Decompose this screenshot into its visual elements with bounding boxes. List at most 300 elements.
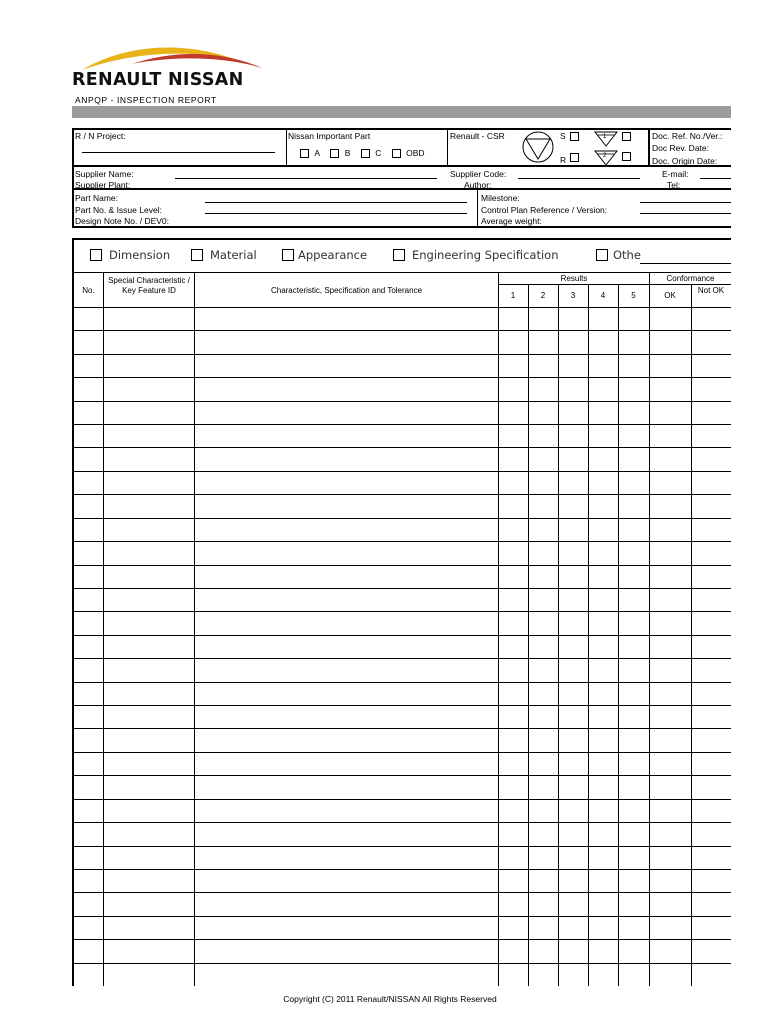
cell-conf-not-ok[interactable] (691, 705, 731, 728)
cell-result-2[interactable] (528, 307, 558, 330)
cell-result-3[interactable] (558, 775, 588, 798)
cell-no[interactable] (72, 939, 103, 962)
cell-result-2[interactable] (528, 939, 558, 962)
cell-conf-ok[interactable] (649, 752, 691, 775)
cell-conf-not-ok[interactable] (691, 541, 731, 564)
nissan-important-part-label: Nissan Important Part (288, 131, 371, 141)
cell-result-4[interactable] (588, 939, 618, 962)
engineering-spec-label: Engineering Specification (412, 248, 559, 262)
cell-result-1[interactable] (498, 588, 528, 611)
cell-result-2[interactable] (528, 728, 558, 751)
cell-result-5[interactable] (618, 424, 649, 447)
cell-result-3[interactable] (558, 682, 588, 705)
cell-conf-ok[interactable] (649, 682, 691, 705)
cell-result-1[interactable] (498, 658, 528, 681)
cell-no[interactable] (72, 752, 103, 775)
cell-result-5[interactable] (618, 635, 649, 658)
cell-result-1[interactable] (498, 705, 528, 728)
cell-special-id[interactable] (103, 728, 194, 751)
cell-result-5[interactable] (618, 541, 649, 564)
cell-result-2[interactable] (528, 354, 558, 377)
cell-no[interactable] (72, 447, 103, 470)
cell-no[interactable] (72, 892, 103, 915)
cell-result-1[interactable] (498, 307, 528, 330)
cell-characteristic[interactable] (194, 424, 498, 447)
cell-result-5[interactable] (618, 939, 649, 962)
cell-no[interactable] (72, 869, 103, 892)
cell-no[interactable] (72, 799, 103, 822)
cell-result-1[interactable] (498, 752, 528, 775)
cell-conf-not-ok[interactable] (691, 354, 731, 377)
cell-no[interactable] (72, 822, 103, 845)
cell-special-id[interactable] (103, 354, 194, 377)
cell-result-2[interactable] (528, 588, 558, 611)
cell-result-5[interactable] (618, 447, 649, 470)
cell-result-4[interactable] (588, 916, 618, 939)
cell-conf-not-ok[interactable] (691, 752, 731, 775)
cell-characteristic[interactable] (194, 775, 498, 798)
cell-result-2[interactable] (528, 518, 558, 541)
cell-conf-ok[interactable] (649, 939, 691, 962)
cell-special-id[interactable] (103, 705, 194, 728)
cell-result-5[interactable] (618, 822, 649, 845)
cell-special-id[interactable] (103, 611, 194, 634)
cell-characteristic[interactable] (194, 892, 498, 915)
cell-result-2[interactable] (528, 635, 558, 658)
tel-label: Tel: (667, 180, 681, 190)
cell-no[interactable] (72, 518, 103, 541)
cell-result-4[interactable] (588, 377, 618, 400)
cell-result-4[interactable] (588, 799, 618, 822)
cell-special-id[interactable] (103, 424, 194, 447)
table-row-divider (72, 401, 731, 402)
cell-result-2[interactable] (528, 565, 558, 588)
cell-conf-not-ok[interactable] (691, 424, 731, 447)
cell-result-2[interactable] (528, 963, 558, 986)
cell-conf-ok[interactable] (649, 846, 691, 869)
cell-result-2[interactable] (528, 658, 558, 681)
cell-result-1[interactable] (498, 963, 528, 986)
cell-result-1[interactable] (498, 728, 528, 751)
cell-result-1[interactable] (498, 541, 528, 564)
cell-result-4[interactable] (588, 705, 618, 728)
cell-special-id[interactable] (103, 330, 194, 353)
cell-no[interactable] (72, 307, 103, 330)
cell-conf-not-ok[interactable] (691, 799, 731, 822)
cell-result-2[interactable] (528, 799, 558, 822)
cell-conf-ok[interactable] (649, 892, 691, 915)
cell-conf-ok[interactable] (649, 330, 691, 353)
cell-result-5[interactable] (618, 377, 649, 400)
cell-special-id[interactable] (103, 939, 194, 962)
cell-result-3[interactable] (558, 401, 588, 424)
cell-result-4[interactable] (588, 565, 618, 588)
cell-result-3[interactable] (558, 752, 588, 775)
cell-conf-ok[interactable] (649, 963, 691, 986)
cell-no[interactable] (72, 635, 103, 658)
cell-result-4[interactable] (588, 447, 618, 470)
cell-conf-ok[interactable] (649, 658, 691, 681)
cell-characteristic[interactable] (194, 846, 498, 869)
cell-conf-ok[interactable] (649, 588, 691, 611)
cell-no[interactable] (72, 330, 103, 353)
cell-conf-ok[interactable] (649, 611, 691, 634)
cell-result-3[interactable] (558, 611, 588, 634)
cell-conf-ok[interactable] (649, 447, 691, 470)
cell-no[interactable] (72, 775, 103, 798)
cell-conf-not-ok[interactable] (691, 447, 731, 470)
cell-result-5[interactable] (618, 658, 649, 681)
cell-result-5[interactable] (618, 963, 649, 986)
cell-characteristic[interactable] (194, 401, 498, 424)
cell-result-4[interactable] (588, 658, 618, 681)
cell-result-5[interactable] (618, 892, 649, 915)
cell-result-2[interactable] (528, 494, 558, 517)
cell-result-2[interactable] (528, 916, 558, 939)
cell-result-2[interactable] (528, 892, 558, 915)
cell-result-5[interactable] (618, 682, 649, 705)
cell-characteristic[interactable] (194, 869, 498, 892)
cell-no[interactable] (72, 377, 103, 400)
cell-result-1[interactable] (498, 846, 528, 869)
cell-result-3[interactable] (558, 799, 588, 822)
cell-conf-ok[interactable] (649, 471, 691, 494)
cell-result-2[interactable] (528, 611, 558, 634)
cell-special-id[interactable] (103, 846, 194, 869)
cell-no[interactable] (72, 424, 103, 447)
cell-conf-not-ok[interactable] (691, 330, 731, 353)
cell-result-5[interactable] (618, 494, 649, 517)
cell-conf-ok[interactable] (649, 775, 691, 798)
cell-result-3[interactable] (558, 635, 588, 658)
cell-result-1[interactable] (498, 471, 528, 494)
cell-result-4[interactable] (588, 892, 618, 915)
cell-result-3[interactable] (558, 377, 588, 400)
cell-result-1[interactable] (498, 330, 528, 353)
cell-special-id[interactable] (103, 471, 194, 494)
cell-characteristic[interactable] (194, 330, 498, 353)
cell-conf-not-ok[interactable] (691, 471, 731, 494)
cell-result-2[interactable] (528, 775, 558, 798)
cell-result-4[interactable] (588, 354, 618, 377)
cell-result-4[interactable] (588, 588, 618, 611)
cell-result-4[interactable] (588, 963, 618, 986)
cell-characteristic[interactable] (194, 822, 498, 845)
cell-conf-not-ok[interactable] (691, 682, 731, 705)
cell-conf-not-ok[interactable] (691, 869, 731, 892)
cell-result-4[interactable] (588, 752, 618, 775)
cell-result-3[interactable] (558, 705, 588, 728)
cell-result-1[interactable] (498, 799, 528, 822)
cell-characteristic[interactable] (194, 752, 498, 775)
cell-result-5[interactable] (618, 846, 649, 869)
cell-result-4[interactable] (588, 424, 618, 447)
cell-result-5[interactable] (618, 916, 649, 939)
cell-characteristic[interactable] (194, 658, 498, 681)
cell-conf-ok[interactable] (649, 822, 691, 845)
cell-characteristic[interactable] (194, 447, 498, 470)
cell-result-4[interactable] (588, 822, 618, 845)
cell-special-id[interactable] (103, 518, 194, 541)
cell-no[interactable] (72, 705, 103, 728)
cell-result-1[interactable] (498, 494, 528, 517)
cell-conf-ok[interactable] (649, 565, 691, 588)
cell-characteristic[interactable] (194, 354, 498, 377)
cell-characteristic[interactable] (194, 541, 498, 564)
cell-characteristic[interactable] (194, 963, 498, 986)
cell-result-2[interactable] (528, 447, 558, 470)
cell-characteristic[interactable] (194, 939, 498, 962)
cell-result-4[interactable] (588, 846, 618, 869)
cell-characteristic[interactable] (194, 799, 498, 822)
cell-no[interactable] (72, 963, 103, 986)
cell-result-1[interactable] (498, 869, 528, 892)
cell-result-3[interactable] (558, 471, 588, 494)
cell-result-3[interactable] (558, 424, 588, 447)
cell-result-2[interactable] (528, 401, 558, 424)
cell-no[interactable] (72, 471, 103, 494)
cell-result-5[interactable] (618, 354, 649, 377)
cell-result-4[interactable] (588, 682, 618, 705)
cell-conf-not-ok[interactable] (691, 963, 731, 986)
cell-no[interactable] (72, 354, 103, 377)
cell-characteristic[interactable] (194, 588, 498, 611)
cell-conf-ok[interactable] (649, 377, 691, 400)
cell-result-4[interactable] (588, 728, 618, 751)
cell-characteristic[interactable] (194, 565, 498, 588)
cell-conf-not-ok[interactable] (691, 658, 731, 681)
cell-special-id[interactable] (103, 494, 194, 517)
cell-result-3[interactable] (558, 916, 588, 939)
cell-result-4[interactable] (588, 518, 618, 541)
cell-special-id[interactable] (103, 588, 194, 611)
cell-result-3[interactable] (558, 494, 588, 517)
cell-result-5[interactable] (618, 611, 649, 634)
cell-result-1[interactable] (498, 518, 528, 541)
cell-result-4[interactable] (588, 330, 618, 353)
cell-conf-ok[interactable] (649, 307, 691, 330)
cell-result-5[interactable] (618, 775, 649, 798)
cell-result-2[interactable] (528, 471, 558, 494)
cell-conf-ok[interactable] (649, 799, 691, 822)
cell-special-id[interactable] (103, 963, 194, 986)
cell-result-1[interactable] (498, 939, 528, 962)
author-label: Author: (464, 180, 492, 190)
cell-result-3[interactable] (558, 588, 588, 611)
cell-special-id[interactable] (103, 658, 194, 681)
cell-result-2[interactable] (528, 682, 558, 705)
cell-conf-not-ok[interactable] (691, 939, 731, 962)
cell-conf-not-ok[interactable] (691, 307, 731, 330)
cell-result-4[interactable] (588, 401, 618, 424)
cell-result-3[interactable] (558, 869, 588, 892)
cell-result-2[interactable] (528, 822, 558, 845)
cell-result-5[interactable] (618, 401, 649, 424)
cell-conf-not-ok[interactable] (691, 401, 731, 424)
cell-characteristic[interactable] (194, 471, 498, 494)
cell-special-id[interactable] (103, 822, 194, 845)
cell-result-1[interactable] (498, 916, 528, 939)
cell-conf-not-ok[interactable] (691, 494, 731, 517)
cell-result-1[interactable] (498, 354, 528, 377)
cell-no[interactable] (72, 494, 103, 517)
cell-result-2[interactable] (528, 330, 558, 353)
renault-csr-label: Renault - CSR (450, 131, 505, 141)
cell-conf-ok[interactable] (649, 354, 691, 377)
cell-result-2[interactable] (528, 541, 558, 564)
cell-special-id[interactable] (103, 541, 194, 564)
cell-conf-ok[interactable] (649, 518, 691, 541)
cell-special-id[interactable] (103, 775, 194, 798)
cell-result-3[interactable] (558, 892, 588, 915)
cell-characteristic[interactable] (194, 611, 498, 634)
cell-result-1[interactable] (498, 377, 528, 400)
cell-conf-ok[interactable] (649, 424, 691, 447)
cell-no[interactable] (72, 728, 103, 751)
cell-conf-not-ok[interactable] (691, 822, 731, 845)
cell-result-4[interactable] (588, 775, 618, 798)
cell-characteristic[interactable] (194, 377, 498, 400)
cell-result-3[interactable] (558, 447, 588, 470)
cell-result-5[interactable] (618, 330, 649, 353)
cell-no[interactable] (72, 611, 103, 634)
cell-result-3[interactable] (558, 658, 588, 681)
cell-result-5[interactable] (618, 799, 649, 822)
cell-no[interactable] (72, 658, 103, 681)
cell-special-id[interactable] (103, 307, 194, 330)
cell-special-id[interactable] (103, 401, 194, 424)
cell-result-3[interactable] (558, 939, 588, 962)
cell-conf-not-ok[interactable] (691, 588, 731, 611)
cell-result-1[interactable] (498, 424, 528, 447)
cell-result-3[interactable] (558, 963, 588, 986)
cell-no[interactable] (72, 588, 103, 611)
cell-characteristic[interactable] (194, 705, 498, 728)
cell-no[interactable] (72, 846, 103, 869)
cell-result-4[interactable] (588, 869, 618, 892)
cell-result-1[interactable] (498, 611, 528, 634)
cell-conf-ok[interactable] (649, 869, 691, 892)
cell-result-3[interactable] (558, 541, 588, 564)
cell-conf-not-ok[interactable] (691, 518, 731, 541)
cell-result-2[interactable] (528, 869, 558, 892)
cell-special-id[interactable] (103, 447, 194, 470)
cell-result-3[interactable] (558, 822, 588, 845)
cell-result-5[interactable] (618, 869, 649, 892)
cell-result-3[interactable] (558, 307, 588, 330)
cell-result-4[interactable] (588, 541, 618, 564)
cell-no[interactable] (72, 565, 103, 588)
cell-characteristic[interactable] (194, 307, 498, 330)
cell-conf-ok[interactable] (649, 635, 691, 658)
cell-result-5[interactable] (618, 471, 649, 494)
cell-result-3[interactable] (558, 330, 588, 353)
cell-conf-not-ok[interactable] (691, 775, 731, 798)
cell-no[interactable] (72, 541, 103, 564)
cell-result-4[interactable] (588, 635, 618, 658)
cell-special-id[interactable] (103, 682, 194, 705)
cell-conf-ok[interactable] (649, 494, 691, 517)
cell-result-5[interactable] (618, 705, 649, 728)
cell-special-id[interactable] (103, 635, 194, 658)
cell-special-id[interactable] (103, 869, 194, 892)
cell-result-1[interactable] (498, 682, 528, 705)
cell-characteristic[interactable] (194, 682, 498, 705)
cell-conf-not-ok[interactable] (691, 892, 731, 915)
csr-triangle-2-label: 2 (603, 153, 607, 159)
cell-conf-not-ok[interactable] (691, 916, 731, 939)
cell-no[interactable] (72, 682, 103, 705)
cell-conf-ok[interactable] (649, 401, 691, 424)
cell-result-2[interactable] (528, 424, 558, 447)
cell-special-id[interactable] (103, 377, 194, 400)
cell-result-3[interactable] (558, 565, 588, 588)
cell-conf-not-ok[interactable] (691, 635, 731, 658)
cell-special-id[interactable] (103, 799, 194, 822)
cell-conf-ok[interactable] (649, 705, 691, 728)
cell-result-1[interactable] (498, 565, 528, 588)
cell-result-1[interactable] (498, 447, 528, 470)
cell-result-4[interactable] (588, 494, 618, 517)
cell-result-5[interactable] (618, 518, 649, 541)
cell-result-1[interactable] (498, 401, 528, 424)
cell-no[interactable] (72, 401, 103, 424)
appearance-label: Appearance (298, 248, 368, 262)
cell-result-2[interactable] (528, 705, 558, 728)
cell-conf-not-ok[interactable] (691, 611, 731, 634)
cell-special-id[interactable] (103, 916, 194, 939)
cell-result-3[interactable] (558, 518, 588, 541)
cell-result-5[interactable] (618, 752, 649, 775)
cell-result-5[interactable] (618, 565, 649, 588)
cell-special-id[interactable] (103, 565, 194, 588)
cell-conf-not-ok[interactable] (691, 377, 731, 400)
cell-result-3[interactable] (558, 846, 588, 869)
cell-result-4[interactable] (588, 471, 618, 494)
cell-conf-not-ok[interactable] (691, 565, 731, 588)
cell-characteristic[interactable] (194, 916, 498, 939)
cell-result-1[interactable] (498, 822, 528, 845)
cell-result-5[interactable] (618, 728, 649, 751)
cell-result-3[interactable] (558, 354, 588, 377)
cell-result-2[interactable] (528, 846, 558, 869)
cell-conf-ok[interactable] (649, 728, 691, 751)
cell-result-1[interactable] (498, 775, 528, 798)
cell-result-5[interactable] (618, 588, 649, 611)
cell-result-1[interactable] (498, 635, 528, 658)
cell-conf-not-ok[interactable] (691, 846, 731, 869)
cell-no[interactable] (72, 916, 103, 939)
cell-conf-ok[interactable] (649, 541, 691, 564)
cell-result-4[interactable] (588, 307, 618, 330)
cell-result-1[interactable] (498, 892, 528, 915)
cell-conf-ok[interactable] (649, 916, 691, 939)
cell-result-4[interactable] (588, 611, 618, 634)
cell-characteristic[interactable] (194, 635, 498, 658)
cell-characteristic[interactable] (194, 728, 498, 751)
cell-result-3[interactable] (558, 728, 588, 751)
result-col-5-header: 5 (631, 291, 636, 300)
table-row-divider (72, 728, 731, 729)
cell-special-id[interactable] (103, 752, 194, 775)
cell-result-2[interactable] (528, 752, 558, 775)
cell-special-id[interactable] (103, 892, 194, 915)
cell-characteristic[interactable] (194, 494, 498, 517)
cell-characteristic[interactable] (194, 518, 498, 541)
cell-result-2[interactable] (528, 377, 558, 400)
cell-conf-not-ok[interactable] (691, 728, 731, 751)
cell-result-5[interactable] (618, 307, 649, 330)
